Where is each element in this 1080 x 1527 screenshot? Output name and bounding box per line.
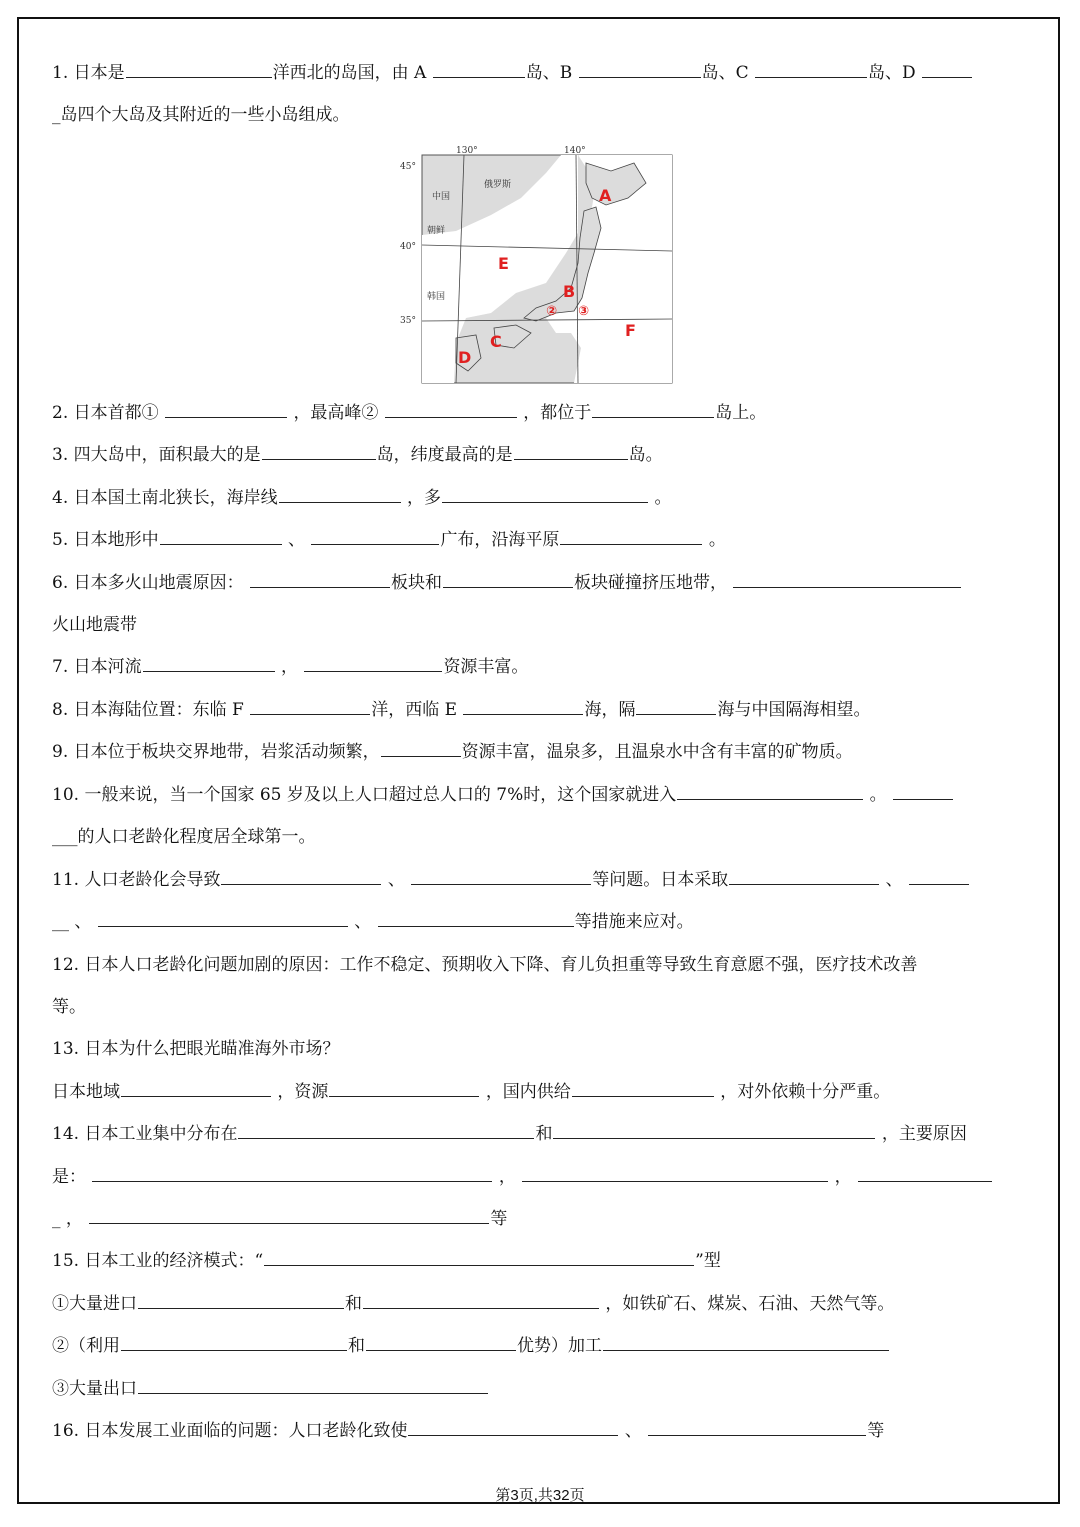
russia-label: 俄罗斯 xyxy=(484,180,512,190)
question-11-line1: 11. 人口老龄化会导致 、 等问题。日本采取 、 xyxy=(52,867,1022,893)
question-10-line1: 10. 一般来说，当一个国家 65 岁及以上人口超过总人口的 7%时，这个国家就进入 。 xyxy=(52,782,1022,808)
question-8: 8. 日本海陆位置：东临 F 洋，西临 E 海，隔 海与中国隔海相望。 xyxy=(52,700,871,720)
question-2: 2. 日本首都① ，最高峰② ，都位于 岛上。 xyxy=(52,403,767,423)
question-13-line2: 日本地域 ，资源 ，国内供给 ，对外依赖十分严重。 xyxy=(52,1082,891,1102)
question-14-line1: 14. 日本工业集中分布在 和 ，主要原因 xyxy=(52,1124,967,1144)
question-6-line1: 6. 日本多火山地震原因： 板块和 板块碰撞挤压地带， xyxy=(52,570,1022,596)
lon-140-label: 140° xyxy=(564,146,586,156)
question-1-line1: 1. 日本是 洋西北的岛国，由 A 岛、B 岛、C 岛、D xyxy=(52,60,1022,86)
lat-35-label: 35° xyxy=(400,316,416,326)
lon-130-label: 130° xyxy=(456,146,478,156)
label-D: D xyxy=(458,348,472,367)
label-C: C xyxy=(490,332,502,351)
north-korea-label: 朝鲜 xyxy=(427,226,446,236)
question-12-line2: 等。 xyxy=(52,997,86,1017)
question-15-line2: ①大量进口 和 ，如铁矿石、煤炭、石油、天然气等。 xyxy=(52,1294,895,1314)
lat-40-label: 40° xyxy=(400,242,416,252)
question-14-line3: _ ， 等 xyxy=(52,1209,508,1229)
page-number: 第3页,共32页 xyxy=(495,1487,585,1504)
lat-45-label: 45° xyxy=(400,162,416,172)
marker-3: ③ xyxy=(578,304,590,319)
marker-2: ② xyxy=(546,304,558,319)
question-15-line1: 15. 日本工业的经济模式：“ ”型 xyxy=(52,1251,721,1271)
question-10-line2: ___的人口老龄化程度居全球第一。 xyxy=(52,827,316,847)
question-9: 9. 日本位于板块交界地带，岩浆活动频繁， 资源丰富，温泉多，且温泉水中含有丰富的矿物质。 xyxy=(52,742,853,762)
japan-map xyxy=(396,143,676,385)
south-korea-label: 韩国 xyxy=(427,292,446,302)
label-B: B xyxy=(563,282,576,301)
question-15-line4: ③大量出口 xyxy=(52,1376,1022,1402)
china-label: 中国 xyxy=(432,192,451,202)
question-1-line2: _岛四个大岛及其附近的一些小岛组成。 xyxy=(52,105,350,125)
question-12-line1: 12. 日本人口老龄化问题加剧的原因：工作不稳定、预期收入下降、育儿负担重等导致生育意愿不强，医疗技术改善 xyxy=(52,955,918,975)
question-16: 16. 日本发展工业面临的问题：人口老龄化致使 、 等 xyxy=(52,1421,885,1441)
question-4: 4. 日本国土南北狭长，海岸线 ，多 。 xyxy=(52,488,672,508)
question-6-line2: 火山地震带 xyxy=(52,615,137,635)
question-13-line1: 13. 日本为什么把眼光瞄准海外市场？ xyxy=(52,1039,340,1059)
question-7: 7. 日本河流 ， 资源丰富。 xyxy=(52,657,529,677)
label-E: E xyxy=(498,254,509,273)
question-15-line3: ②（利用 和 优势）加工 xyxy=(52,1333,1022,1359)
question-5: 5. 日本地形中 、 广布，沿海平原 。 xyxy=(52,530,726,550)
label-F: F xyxy=(625,321,636,340)
question-14-line2: 是： ， ， xyxy=(52,1164,1022,1190)
label-A: A xyxy=(599,186,612,205)
question-3: 3. 四大岛中，面积最大的是 岛，纬度最高的是 岛。 xyxy=(52,445,663,465)
question-11-line2: __ 、 、 等措施来应对。 xyxy=(52,912,694,932)
